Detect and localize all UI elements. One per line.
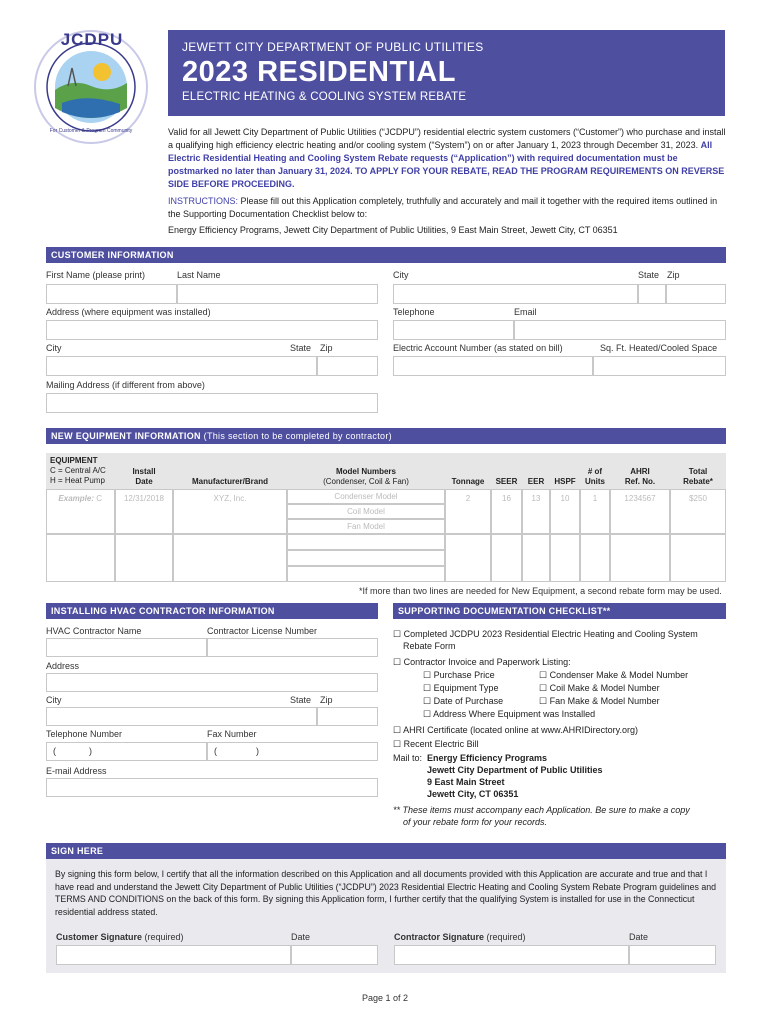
contractor-fax-input[interactable]: ( ) (207, 742, 378, 761)
telephone-input[interactable] (393, 320, 514, 340)
row1-hspf-input[interactable] (550, 534, 580, 582)
ex-coil: Coil Model (287, 504, 445, 519)
telephone-label: Telephone (393, 307, 435, 317)
mail-line4: Jewett City, CT 06351 (427, 789, 519, 799)
state-input[interactable] (638, 284, 666, 304)
zip-label: Zip (667, 270, 680, 280)
ex-date: 12/31/2018 (115, 489, 173, 534)
contractor-address-input[interactable] (46, 673, 378, 692)
equipment-title: NEW EQUIPMENT INFORMATION (51, 431, 201, 441)
sign-section-header: SIGN HERE (46, 843, 726, 859)
contractor-city-input[interactable] (46, 707, 317, 726)
mailing-input[interactable] (46, 393, 378, 413)
mail-to-label: Mail to: (393, 753, 423, 763)
contractor-fax-label: Fax Number (207, 729, 257, 739)
account-label: Electric Account Number (as stated on bill) (393, 343, 563, 353)
contractor-date-label: Date (629, 932, 649, 942)
logo-ring-text: For Customer & Program Community (49, 128, 133, 134)
check-equipment-type[interactable]: ☐ Equipment Type (423, 683, 499, 693)
checklist-note1: ** These items must accompany each Application. Be sure to make a copy (393, 805, 690, 815)
row1-eer-input[interactable] (522, 534, 550, 582)
email-label: Email (514, 307, 537, 317)
state-zip2-input[interactable] (317, 356, 378, 376)
instructions-text: Please fill out this Application completely, truthfully and accurately and mail it together with the required items outlined in the Supporting Documentation Checklist below to: (168, 196, 718, 219)
checklist-section-header: SUPPORTING DOCUMENTATION CHECKLIST** (393, 603, 726, 619)
ex-equipment: Example: C (46, 489, 115, 534)
row1-manufacturer-input[interactable] (173, 534, 287, 582)
check-coil[interactable]: ☐ Coil Make & Model Number (539, 683, 660, 693)
row1-units-input[interactable] (580, 534, 610, 582)
ex-fan: Fan Model (287, 519, 445, 534)
h-tonnage: Tonnage (451, 477, 485, 486)
contractor-state-zip-input[interactable] (317, 707, 378, 726)
address-label: Address (where equipment was installed) (46, 307, 211, 317)
jcdpu-logo (32, 28, 150, 146)
row1-ahri-input[interactable] (610, 534, 670, 582)
page-number: Page 1 of 2 (362, 993, 409, 1003)
h-eer: EER (527, 477, 545, 486)
mail-line3: 9 East Main Street (427, 777, 505, 787)
equipment-section-header (46, 428, 726, 444)
row1-total-input[interactable] (670, 534, 726, 582)
h-install: Install Date (132, 467, 156, 486)
ex-condenser: Condenser Model (287, 489, 445, 504)
check-fan[interactable]: ☐ Fan Make & Model Number (539, 696, 660, 706)
zip-input[interactable] (666, 284, 726, 304)
address-input[interactable] (46, 320, 378, 340)
h-seer: SEER (495, 477, 518, 486)
ex-hspf: 10 (550, 489, 580, 534)
check-ahri[interactable]: ☐ AHRI Certificate (located online at www.AHRIDirectory.org) (393, 725, 638, 735)
city2-input[interactable] (46, 356, 317, 376)
row1-date-input[interactable] (115, 534, 173, 582)
ex-units: 1 (580, 489, 610, 534)
mailing-label: Mailing Address (if different from above) (46, 380, 205, 390)
logo-text: JCDPU (60, 30, 124, 49)
h-model: Model Numbers (Condenser, Coil & Fan) (323, 467, 409, 486)
check-purchase-price[interactable]: ☐ Purchase Price (423, 670, 495, 680)
customer-date-label: Date (291, 932, 311, 942)
contractor-city-label: City (46, 695, 62, 705)
mail-line1: Energy Efficiency Programs (427, 753, 548, 763)
contractor-signature-label: Contractor Signature (required) (394, 932, 526, 942)
city-input[interactable] (393, 284, 638, 304)
check-condenser[interactable]: ☐ Condenser Make & Model Number (539, 670, 689, 680)
ex-seer: 16 (491, 489, 522, 534)
check-electric-bill[interactable]: ☐ Recent Electric Bill (393, 739, 479, 749)
city-label: City (393, 270, 409, 280)
account-input[interactable] (393, 356, 593, 376)
contractor-email-input[interactable] (46, 778, 378, 797)
equipment-title-sub: (This section to be completed by contractor) (203, 431, 392, 441)
zip2-label: Zip (320, 343, 333, 353)
row1-equipment-input[interactable] (46, 534, 115, 582)
customer-section-header: CUSTOMER INFORMATION (46, 247, 726, 263)
row1-condenser-input[interactable] (287, 534, 445, 550)
check-address-installed[interactable]: ☐ Address Where Equipment was Installed (423, 709, 596, 719)
first-name-label: First Name (please print) (46, 270, 146, 280)
license-label: Contractor License Number (207, 626, 318, 636)
contractor-email-label: E-mail Address (46, 766, 107, 776)
sqft-input[interactable] (593, 356, 726, 376)
contractor-name-input[interactable] (46, 638, 207, 657)
contractor-address-label: Address (46, 661, 80, 671)
first-name-input[interactable] (46, 284, 177, 304)
instructions (168, 195, 728, 221)
contractor-section-header: INSTALLING HVAC CONTRACTOR INFORMATION (46, 603, 378, 619)
h-manufacturer: Manufacturer/Brand (191, 477, 268, 486)
intro-paragraph (168, 126, 728, 191)
check-date-purchase[interactable]: ☐ Date of Purchase (423, 696, 504, 706)
h-equipment: EQUIPMENT C = Central A/C H = Heat Pump (50, 456, 106, 485)
row1-tonnage-input[interactable] (445, 534, 491, 582)
contractor-date-input[interactable] (629, 945, 716, 965)
mail-address: Energy Efficiency Programs, Jewett City Department of Public Utilities, 9 East Main Street, Jewett City, CT 06351 (168, 225, 618, 235)
customer-signature-input[interactable] (56, 945, 291, 965)
sign-certification-text: By signing this form below, I certify that all the information described on this Application and all documents provided with this Application are accurate and true and that I have read and understand the Jewett City Department of Public Utilities (“JCDPU”) 2023 Residential Electric Heating and Cooling System Rebate Program guidelines and TERMS AND CONDITIONS on the back of this form. By signing this Application form, I further certify that the qualifying System is installed for use in the Connecticut residential address stated. (55, 869, 717, 917)
h-total: Total Rebate* (683, 467, 713, 486)
city2-label: City (46, 343, 62, 353)
last-name-label: Last Name (177, 270, 221, 280)
state-label: State (638, 270, 660, 280)
contractor-state-label: State (290, 695, 312, 705)
mail-line2: Jewett City Department of Public Utilities (427, 765, 603, 775)
contractor-phone-label: Telephone Number (46, 729, 123, 739)
checklist-note2: of your rebate form for your records. (403, 817, 548, 827)
sqft-label: Sq. Ft. Heated/Cooled Space (600, 343, 718, 353)
email-input[interactable] (514, 320, 726, 340)
h-hspf: HSPF (554, 477, 576, 486)
license-input[interactable] (207, 638, 378, 657)
ex-manufacturer: XYZ, Inc. (173, 489, 287, 534)
contractor-zip-label: Zip (320, 695, 333, 705)
ex-ahri: 1234567 (610, 489, 670, 534)
equipment-note: *If more than two lines are needed for New Equipment, a second rebate form may be used. (359, 586, 722, 596)
h-ahri: AHRI Ref. No. (624, 467, 656, 486)
check-completed-form[interactable]: ☐ Completed JCDPU 2023 Residential Electric Heating and Cooling System (393, 629, 698, 639)
row1-coil-input[interactable] (287, 550, 445, 566)
customer-signature-label: Customer Signature (required) (56, 932, 184, 942)
contractor-name-label: HVAC Contractor Name (46, 626, 142, 636)
org-name: JEWETT CITY DEPARTMENT OF PUBLIC UTILITIES (182, 40, 484, 54)
h-units: # of Units (585, 467, 605, 486)
header-banner (168, 30, 725, 116)
instructions-label: INSTRUCTIONS: (168, 196, 239, 206)
check-invoice[interactable]: ☐ Contractor Invoice and Paperwork Listing: (393, 657, 571, 667)
row1-fan-input[interactable] (287, 566, 445, 582)
last-name-input[interactable] (177, 284, 378, 304)
ex-total: $250 (670, 489, 726, 534)
check-completed-form-cont: Rebate Form (403, 641, 456, 651)
intro-highlight: All Electric Residential Heating and Cooling System Rebate requests (“Application”) with required documentation must be postmarked no later than January 31, 2024. TO APPLY FOR YOUR REBATE, READ THE PROGRAM REQUIREMENTS ON REVERSE SIDE BEFORE PROCEEDING. (168, 140, 725, 189)
customer-date-input[interactable] (291, 945, 378, 965)
row1-seer-input[interactable] (491, 534, 522, 582)
page-subtitle: ELECTRIC HEATING & COOLING SYSTEM REBATE (182, 91, 467, 103)
contractor-phone-input[interactable]: ( ) (46, 742, 207, 761)
ex-eer: 13 (522, 489, 550, 534)
state2-label: State (290, 343, 312, 353)
intro-text: Valid for all Jewett City Department of Public Utilities (“JCDPU”) residential electric system customers (“Customer”) who purchase and install a qualifying high efficiency electric heating and/or cooling system (“System”) on or after January 1, 2023 through December 31, 2023. (168, 127, 726, 150)
ex-tonnage: 2 (445, 489, 491, 534)
page-title: 2023 RESIDENTIAL (182, 56, 456, 88)
contractor-signature-input[interactable] (394, 945, 629, 965)
